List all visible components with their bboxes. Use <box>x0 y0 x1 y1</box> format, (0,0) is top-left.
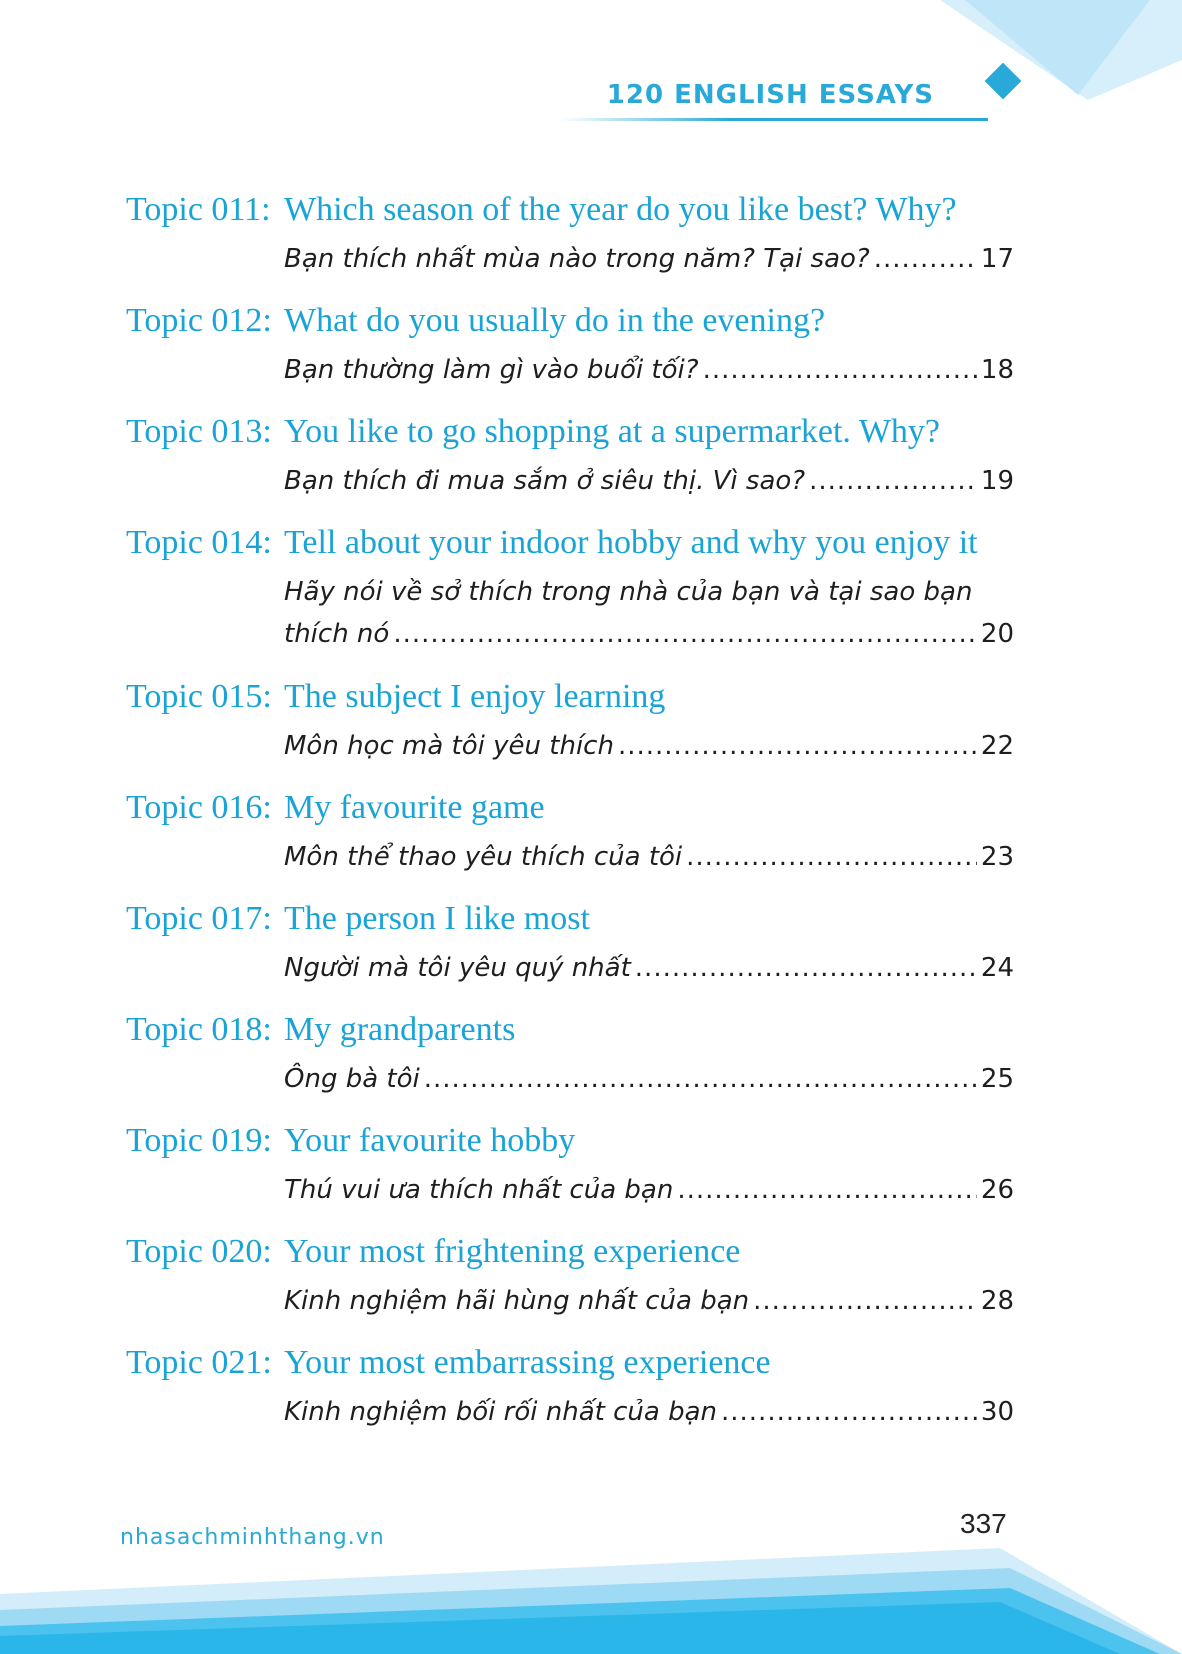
topic-number: Topic 017: <box>126 900 272 937</box>
topic-number: Topic 016: <box>126 789 272 826</box>
toc-entry[interactable] <box>126 519 1014 673</box>
topic-title: The subject I enjoy learning <box>284 678 666 715</box>
toc-entry[interactable] <box>126 1117 1014 1228</box>
topic-subtitle: Ông bà tôi <box>284 1064 420 1094</box>
topic-subtitle: Kinh nghiệm bối rối nhất của bạn <box>284 1397 717 1427</box>
topic-title: The person I like most <box>284 900 590 937</box>
toc-entry[interactable] <box>126 297 1014 408</box>
toc-entry[interactable] <box>126 673 1014 784</box>
toc-entry[interactable] <box>126 1006 1014 1117</box>
topic-title: My grandparents <box>284 1011 516 1048</box>
dot-leader <box>721 1391 977 1433</box>
dot-leader <box>424 1058 977 1100</box>
page-ref: 23 <box>980 842 1014 872</box>
dot-leader <box>677 1169 977 1211</box>
page-ref: 28 <box>980 1286 1014 1316</box>
topic-title: What do you usually do in the evening? <box>284 302 826 339</box>
toc-entry[interactable] <box>126 1228 1014 1339</box>
toc-entry[interactable] <box>126 784 1014 895</box>
topic-number: Topic 015: <box>126 678 272 715</box>
topic-subtitle: Bạn thích đi mua sắm ở siêu thị. Vì sao? <box>284 466 806 496</box>
topic-number: Topic 011: <box>126 191 271 228</box>
topic-subtitle-continued: thích nó <box>284 619 390 649</box>
topic-number: Topic 019: <box>126 1122 272 1159</box>
dot-leader <box>686 836 977 878</box>
topic-subtitle: Thú vui ưa thích nhất của bạn <box>284 1175 674 1205</box>
footer-website: nhasachminhthang.vn <box>120 1525 385 1550</box>
topic-title: My favourite game <box>284 789 545 826</box>
page-ref: 22 <box>980 731 1014 761</box>
toc-entry[interactable] <box>126 186 1014 297</box>
topic-number: Topic 012: <box>126 302 272 339</box>
topic-subtitle: Bạn thích nhất mùa nào trong năm? Tại sao? <box>284 244 870 274</box>
topic-number: Topic 013: <box>126 413 272 450</box>
page-ref: 24 <box>980 953 1014 983</box>
dot-leader <box>635 947 977 989</box>
page-ref: 25 <box>980 1064 1014 1094</box>
footer-decoration <box>0 1530 1182 1654</box>
topic-title: You like to go shopping at a supermarket. Why? <box>284 413 940 450</box>
toc-entry[interactable] <box>126 408 1014 519</box>
topic-number: Topic 014: <box>126 524 272 561</box>
dot-leader <box>703 349 977 391</box>
page-ref: 26 <box>980 1175 1014 1205</box>
page-ref: 18 <box>980 355 1014 385</box>
page-ref: 30 <box>980 1397 1014 1427</box>
topic-number: Topic 020: <box>126 1233 272 1270</box>
page-ref: 17 <box>980 244 1014 274</box>
dot-leader <box>809 460 977 502</box>
topic-title: Tell about your indoor hobby and why you enjoy it <box>284 524 978 561</box>
page-ref: 20 <box>980 619 1014 649</box>
topic-subtitle: Môn thể thao yêu thích của tôi <box>284 842 683 872</box>
table-of-contents <box>126 186 1014 1450</box>
toc-entry[interactable] <box>126 895 1014 1006</box>
topic-title: Your most frightening experience <box>284 1233 741 1270</box>
page-ref: 19 <box>980 466 1014 496</box>
dot-leader <box>874 238 977 280</box>
topic-subtitle: Hãy nói về sở thích trong nhà của bạn và tại sao bạn <box>284 577 973 607</box>
topic-title: Which season of the year do you like best? Why? <box>284 191 957 228</box>
topic-number: Topic 018: <box>126 1011 272 1048</box>
topic-subtitle: Kinh nghiệm hãi hùng nhất của bạn <box>284 1286 750 1316</box>
topic-subtitle: Môn học mà tôi yêu thích <box>284 731 614 761</box>
toc-entry[interactable] <box>126 1339 1014 1450</box>
dot-leader <box>393 613 977 655</box>
topic-subtitle: Bạn thường làm gì vào buổi tối? <box>284 355 699 385</box>
dot-leader <box>753 1280 977 1322</box>
topic-title: Your most embarrassing experience <box>284 1344 771 1381</box>
topic-title: Your favourite hobby <box>284 1122 576 1159</box>
topic-subtitle: Người mà tôi yêu quý nhất <box>284 953 631 983</box>
dot-leader <box>618 725 977 767</box>
topic-number: Topic 021: <box>126 1344 272 1381</box>
header-title: 120 ENGLISH ESSAYS <box>606 80 934 110</box>
header-rule <box>560 118 988 121</box>
page-number: 337 <box>960 1508 1007 1539</box>
